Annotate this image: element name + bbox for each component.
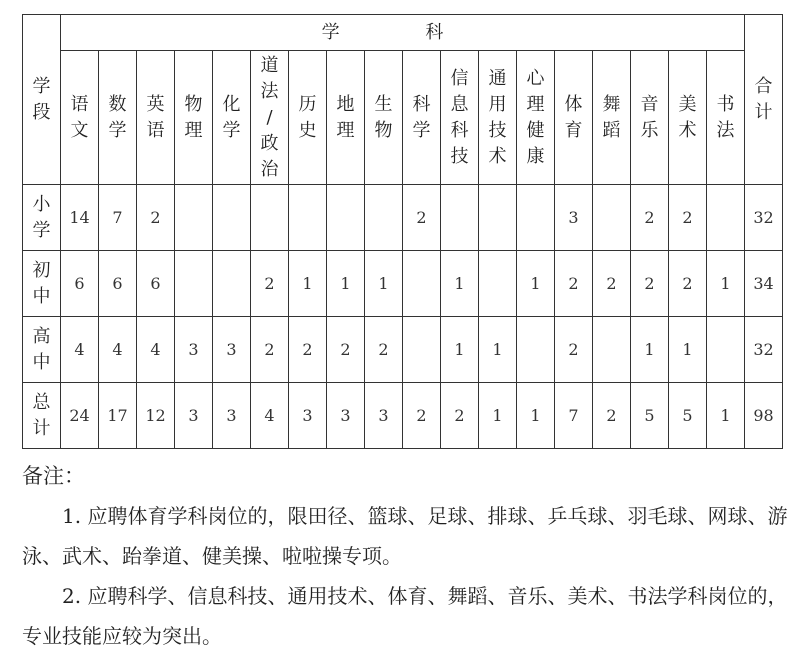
value-cell: 2: [669, 251, 707, 317]
value-cell: 3: [213, 383, 251, 449]
subject-names-row: [23, 51, 783, 185]
stage-cell: [23, 251, 61, 317]
value-cell: 1: [707, 251, 745, 317]
note-item-1: 1. 应聘体育学科岗位的，限田径、篮球、足球、排球、乒乓球、羽毛球、网球、游泳、武术、跆拳道、健美操、啦啦操专项。: [22, 504, 788, 568]
stage-header-cell: [23, 15, 61, 185]
value-cell: 1: [517, 251, 555, 317]
value-cell: [403, 251, 441, 317]
value-cell: 1: [327, 251, 365, 317]
value-cell: 2: [365, 317, 403, 383]
value-cell: 1: [517, 383, 555, 449]
table-row: [23, 185, 783, 251]
value-cell: 2: [555, 251, 593, 317]
value-cell: [213, 251, 251, 317]
stage-header-text: 学 段: [32, 75, 51, 123]
value-cell: 2: [289, 317, 327, 383]
value-cell: 2: [327, 317, 365, 383]
stage-label: 初 中: [32, 259, 51, 307]
stage-cell: [23, 383, 61, 449]
value-cell: [517, 185, 555, 251]
value-cell: 3: [365, 383, 403, 449]
subject-name: 通 用 技 术: [488, 67, 507, 167]
value-cell: 2: [403, 383, 441, 449]
subject-name: 美 术: [678, 93, 697, 141]
value-cell: 6: [61, 251, 99, 317]
value-cell: 4: [137, 317, 175, 383]
subject-header-17: [669, 51, 707, 185]
value-cell: 4: [99, 317, 137, 383]
total-header-text: 合 计: [754, 75, 773, 123]
value-cell: [289, 185, 327, 251]
notes-title: 备注：: [22, 464, 85, 488]
value-cell: [175, 251, 213, 317]
table-row: [23, 383, 783, 449]
subject-table: [22, 14, 783, 449]
subject-header-16: [631, 51, 669, 185]
value-cell: 12: [137, 383, 175, 449]
subject-header-4: [175, 51, 213, 185]
stage-label: 小 学: [32, 193, 51, 241]
value-cell: 1: [441, 251, 479, 317]
value-cell: 1: [289, 251, 327, 317]
value-cell: 5: [669, 383, 707, 449]
subject-header-5: [213, 51, 251, 185]
total-cell: 32: [745, 317, 783, 383]
value-cell: 3: [213, 317, 251, 383]
subject-header-10: [403, 51, 441, 185]
value-cell: [213, 185, 251, 251]
value-cell: [707, 317, 745, 383]
subject-header-6: [251, 51, 289, 185]
value-cell: 1: [365, 251, 403, 317]
value-cell: [251, 185, 289, 251]
subject-name: 书 法: [716, 93, 735, 141]
value-cell: 6: [99, 251, 137, 317]
stage-label: 高 中: [32, 325, 51, 373]
subject-header-8: [327, 51, 365, 185]
subject-header-18: [707, 51, 745, 185]
value-cell: [441, 185, 479, 251]
value-cell: [175, 185, 213, 251]
value-cell: 2: [631, 251, 669, 317]
value-cell: 4: [61, 317, 99, 383]
table-row: [23, 251, 783, 317]
value-cell: [479, 185, 517, 251]
subject-header-cell: [61, 15, 745, 51]
value-cell: [593, 317, 631, 383]
value-cell: 2: [441, 383, 479, 449]
subject-name: 舞 蹈: [602, 93, 621, 141]
value-cell: 2: [251, 251, 289, 317]
value-cell: 7: [99, 185, 137, 251]
value-cell: [403, 317, 441, 383]
value-cell: 17: [99, 383, 137, 449]
value-cell: [365, 185, 403, 251]
stage-cell: [23, 185, 61, 251]
table-row: [23, 317, 783, 383]
stage-cell: [23, 317, 61, 383]
value-cell: 2: [631, 185, 669, 251]
subject-name: 英 语: [146, 93, 165, 141]
value-cell: 3: [327, 383, 365, 449]
value-cell: 2: [593, 251, 631, 317]
total-cell: 34: [745, 251, 783, 317]
subject-header-13: [517, 51, 555, 185]
total-cell: 98: [745, 383, 783, 449]
value-cell: 14: [61, 185, 99, 251]
subject-name: 信 息 科 技: [450, 67, 469, 167]
value-cell: 1: [631, 317, 669, 383]
value-cell: 5: [631, 383, 669, 449]
stage-label: 总 计: [32, 391, 51, 439]
note-item-2: 2. 应聘科学、信息科技、通用技术、体育、舞蹈、音乐、美术、书法学科岗位的，专业技能应较为突出。: [22, 584, 788, 648]
subject-name: 道 法 / 政 治: [260, 54, 279, 180]
subject-name: 物 理: [184, 93, 203, 141]
subject-header-12: [479, 51, 517, 185]
value-cell: 2: [593, 383, 631, 449]
value-cell: 2: [137, 185, 175, 251]
value-cell: [707, 185, 745, 251]
subject-name: 体 育: [564, 93, 583, 141]
value-cell: [479, 251, 517, 317]
value-cell: 1: [669, 317, 707, 383]
subject-name: 语 文: [70, 93, 89, 141]
subject-name: 音 乐: [640, 93, 659, 141]
total-header-cell: [745, 15, 783, 185]
value-cell: [593, 185, 631, 251]
subject-header-11: [441, 51, 479, 185]
subject-name: 生 物: [374, 93, 393, 141]
total-cell: 32: [745, 185, 783, 251]
value-cell: 2: [251, 317, 289, 383]
value-cell: 2: [555, 317, 593, 383]
subject-header-1: [61, 51, 99, 185]
subject-header-2: [99, 51, 137, 185]
subject-name: 心 理 健 康: [526, 67, 545, 167]
value-cell: 3: [175, 317, 213, 383]
subject-header-15: [593, 51, 631, 185]
value-cell: 3: [289, 383, 327, 449]
subject-header-text: 学 科: [321, 21, 484, 43]
subject-name: 数 学: [108, 93, 127, 141]
value-cell: 1: [707, 383, 745, 449]
value-cell: 3: [555, 185, 593, 251]
value-cell: 1: [441, 317, 479, 383]
value-cell: 7: [555, 383, 593, 449]
value-cell: 1: [479, 383, 517, 449]
value-cell: [327, 185, 365, 251]
value-cell: [517, 317, 555, 383]
subject-header-14: [555, 51, 593, 185]
subject-header-9: [365, 51, 403, 185]
value-cell: 4: [251, 383, 289, 449]
notes-section: [22, 460, 792, 656]
value-cell: 2: [669, 185, 707, 251]
value-cell: 1: [479, 317, 517, 383]
subject-name: 科 学: [412, 93, 431, 141]
value-cell: 24: [61, 383, 99, 449]
value-cell: 3: [175, 383, 213, 449]
value-cell: 6: [137, 251, 175, 317]
subject-header-7: [289, 51, 327, 185]
subject-name: 地 理: [336, 93, 355, 141]
subject-name: 化 学: [222, 93, 241, 141]
subject-name: 历 史: [298, 93, 317, 141]
value-cell: 2: [403, 185, 441, 251]
subject-header-3: [137, 51, 175, 185]
